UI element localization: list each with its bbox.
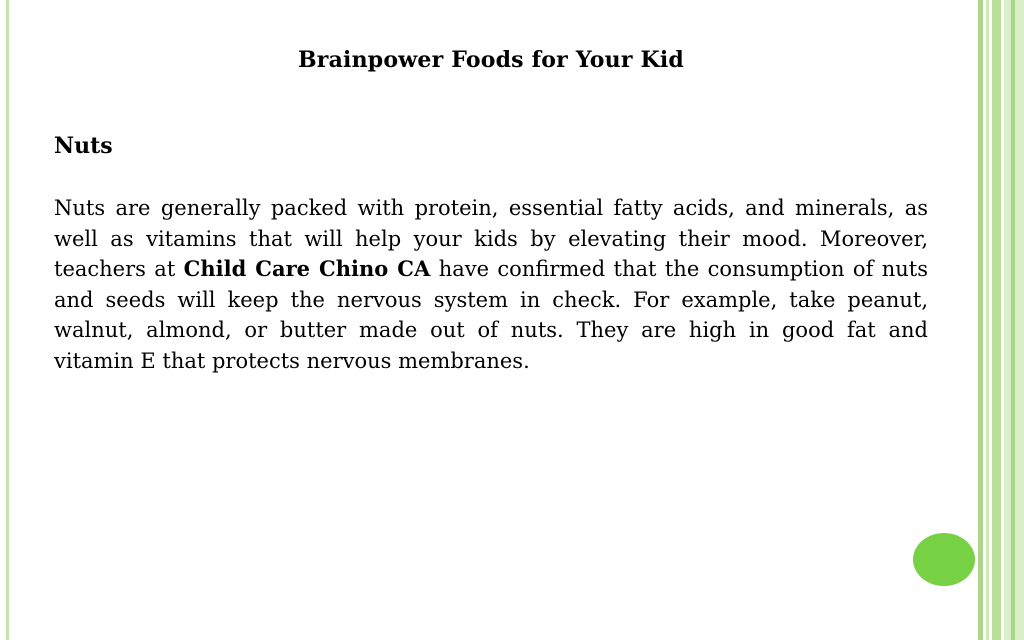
section-heading: Nuts (54, 133, 113, 159)
slide-title: Brainpower Foods for Your Kid (298, 47, 684, 73)
paragraph-text-start: Nuts are generally packed with protein, essential fatty acids, and minerals, as well as vitamins that will help your kids by elevating their mood. Moreover, teachers at (54, 196, 928, 282)
green-accent-dot (913, 533, 975, 586)
body-paragraph (54, 193, 928, 377)
right-stripe (986, 0, 989, 640)
right-stripe (1011, 0, 1015, 640)
left-border-line (6, 0, 9, 640)
paragraph-text-end: have confirmed that the consumption of nuts and seeds will keep the nervous system in check. For example, take peanut, walnut, almond, or butter made out of nuts. They are high in good fat and vitamin E that protects nervous membranes. (54, 257, 928, 373)
paragraph-bold-text: Child Care Chino CA (183, 256, 431, 282)
right-stripe (992, 0, 1001, 640)
right-stripe (978, 0, 983, 640)
